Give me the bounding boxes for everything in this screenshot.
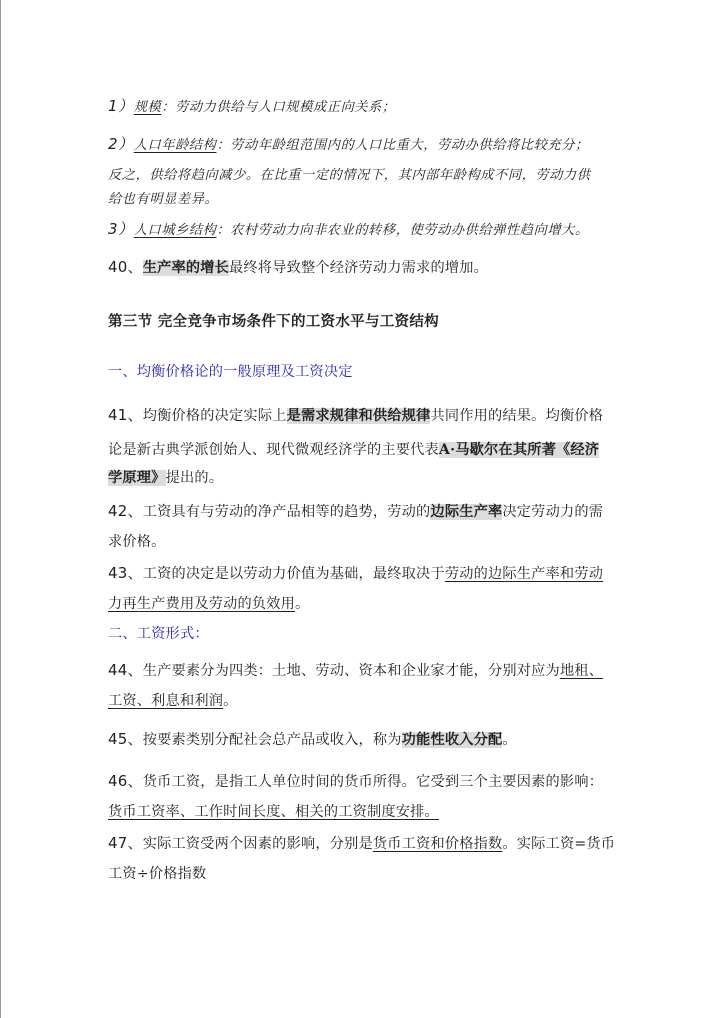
item-41-line-1 — [108, 405, 603, 426]
item-text: 均衡价格的决定实际上 — [142, 408, 287, 424]
item-term: 人口年龄结构 — [133, 138, 217, 153]
underlined-term: 货币工资和价格指数 — [372, 836, 503, 852]
item-1-line — [108, 96, 396, 118]
item-46-line-1 — [108, 771, 603, 792]
item-40 — [108, 257, 488, 278]
underlined-term: 货币工资率、工作时间长度、相关的工资制度安排。 — [108, 804, 439, 820]
item-text: 。 — [295, 596, 310, 612]
item-number: 45、 — [108, 730, 143, 748]
subheading-1: 一、均衡价格论的一般原理及工资决定 — [108, 364, 353, 380]
item-number: 44、 — [108, 661, 143, 679]
item-number: 3） — [108, 220, 134, 238]
item-45 — [108, 729, 517, 750]
item-text: 论是新古典学派创始人、现代微观经济学的主要代表 — [108, 442, 439, 458]
item-44-line-1 — [108, 660, 603, 681]
item-number: 40、 — [108, 258, 143, 276]
item-text: 工资的决定是以劳动力价值为基础，最终取决于 — [142, 566, 445, 582]
item-47-line-1 — [108, 833, 615, 854]
item-number: 1） — [108, 97, 134, 115]
item-text: ：劳动年龄组范围内的人口比重大，劳动办供给将比较充分； — [216, 138, 589, 153]
item-text: 共同作用的结果。均衡价格 — [430, 408, 604, 424]
item-text: 生产要素分为四类：土地、劳动、资本和企业家才能，分别对应为 — [142, 663, 560, 679]
item-41-line-2 — [108, 440, 599, 460]
underlined-term: 地租、 — [559, 663, 604, 679]
item-text: 最终将导致整个经济劳动力需求的增加。 — [229, 260, 488, 276]
item-number: 43、 — [108, 564, 143, 582]
underlined-term: 工资、利息和利润 — [108, 693, 224, 709]
underlined-term: 劳动的边际生产率和劳动 — [444, 566, 604, 582]
item-42-line-1 — [108, 501, 603, 522]
item-text: 按要素类别分配社会总产品或收入，称为 — [142, 732, 402, 748]
item-2-line-1 — [108, 134, 589, 156]
item-number: 46、 — [108, 772, 143, 790]
item-text: 决定劳动力的需 — [502, 504, 604, 520]
item-text: 货币工资，是指工人单位时间的货币所得。它受到三个主要因素的影响： — [142, 774, 604, 790]
item-2-line-3: 给也有明显差异。 — [108, 192, 219, 207]
page-left-edge — [0, 0, 1, 1018]
item-text: ：农村劳动力向非农业的转移，使劳动办供给弹性趋向增大。 — [216, 223, 589, 238]
item-text: 。 — [502, 732, 517, 748]
section-heading: 第三节 完全竞争市场条件下的工资水平与工资结构 — [108, 313, 439, 330]
highlight-term: 学原理》 — [108, 470, 166, 486]
item-term: 规模 — [133, 100, 162, 115]
highlight-term: 生产率的增长 — [142, 260, 230, 276]
item-text: 实际工资受两个因素的影响，分别是 — [142, 836, 373, 852]
item-text: ：劳动力供给与人口规模成正向关系； — [161, 100, 396, 115]
item-42-line-2: 求价格。 — [108, 534, 166, 550]
item-47-line-2: 工资÷价格指数 — [108, 866, 207, 882]
item-number: 47、 — [108, 834, 143, 852]
item-text: 。 — [223, 693, 238, 709]
item-46-line-2 — [108, 802, 439, 822]
highlight-term: A·马歇尔在其所著《经济 — [438, 442, 600, 458]
highlight-term: 是需求规律和供给规律 — [286, 408, 431, 424]
item-text: 提出的。 — [165, 470, 224, 486]
item-number: 2） — [108, 135, 134, 153]
item-term: 人口城乡结构 — [133, 223, 217, 238]
highlight-term: 功能性收入分配 — [401, 732, 503, 748]
item-2-line-2: 反之，供给将趋向减少。在比重一定的情况下，其内部年龄构成不同，劳动力供 — [108, 168, 591, 183]
item-text: 。实际工资=货币 — [502, 836, 616, 852]
item-44-line-2 — [108, 691, 238, 711]
item-text: 工资具有与劳动的净产品相等的趋势，劳动的 — [142, 504, 431, 520]
item-number: 42、 — [108, 502, 143, 520]
item-43-line-2 — [108, 594, 309, 614]
item-41-line-3 — [108, 468, 223, 488]
item-number: 41、 — [108, 406, 143, 424]
subheading-2: 二、工资形式： — [108, 626, 209, 642]
highlight-term: 边际生产率 — [430, 504, 503, 520]
underlined-term: 力再生产费用及劳动的负效用 — [108, 596, 296, 612]
item-3-line — [108, 219, 589, 241]
item-43-line-1 — [108, 563, 603, 584]
